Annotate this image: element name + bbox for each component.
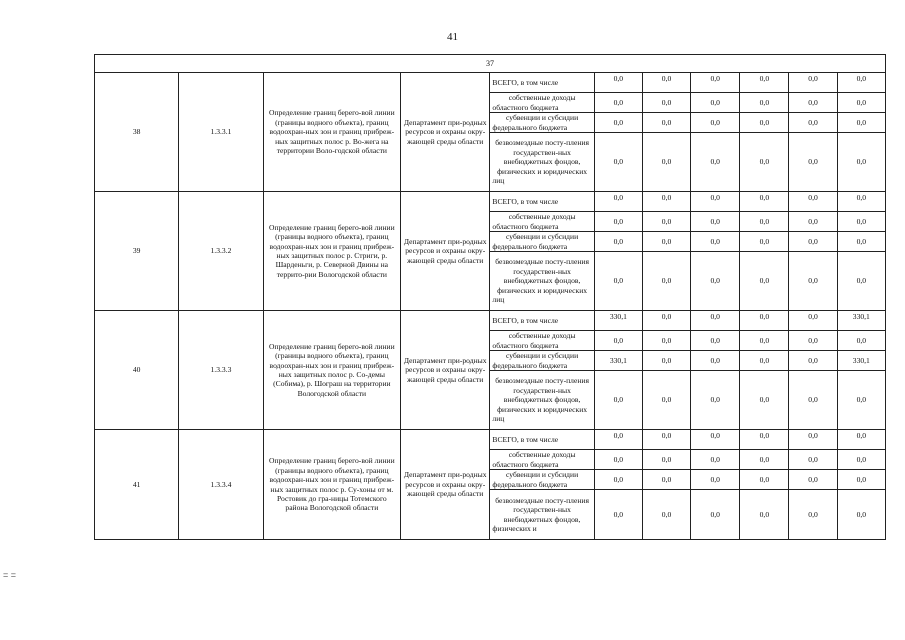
amount-cell: 0,0: [594, 430, 642, 450]
measure-name: Определение границ берего-вой линии (границы водного объекта), границ водоохран-ных зон и границ прибреж-ных защитных полос р. Су-хоны от м. Ростовик до гра-ницы Тотемского района Вологодской области: [263, 430, 401, 540]
amount-cell: 0,0: [691, 430, 740, 450]
amount-cell: 0,0: [740, 212, 789, 232]
amount-cell: 330,1: [594, 311, 642, 331]
funding-source-label: собственные доходы областного бюджета: [490, 331, 594, 351]
amount-cell: 0,0: [837, 470, 885, 490]
amount-cell: 0,0: [789, 430, 837, 450]
measure-code: 1.3.3.4: [179, 430, 263, 540]
amount-cell: 330,1: [594, 351, 642, 371]
amount-cell: 0,0: [642, 192, 690, 212]
amount-cell: 0,0: [594, 371, 642, 430]
responsible-department: Департамент при-родных ресурсов и охраны окру-жающей среды области: [401, 311, 490, 430]
continuation-row: [95, 55, 886, 73]
amount-cell: 0,0: [642, 430, 690, 450]
amount-cell: 0,0: [691, 113, 740, 133]
funding-source-label: собственные доходы областного бюджета: [490, 450, 594, 470]
amount-cell: 0,0: [594, 113, 642, 133]
amount-cell: 0,0: [740, 311, 789, 331]
funding-source-label: ВСЕГО, в том числе: [490, 192, 594, 212]
amount-cell: 0,0: [691, 133, 740, 192]
amount-cell: 0,0: [837, 331, 885, 351]
responsible-department: Департамент при-родных ресурсов и охраны окру-жающей среды области: [401, 73, 490, 192]
amount-cell: 0,0: [837, 113, 885, 133]
amount-cell: 0,0: [642, 311, 690, 331]
page-number: 41: [447, 31, 458, 43]
amount-cell: 0,0: [691, 331, 740, 351]
table-row: [95, 73, 886, 93]
row-number: 38: [95, 73, 179, 192]
row-number: 39: [95, 192, 179, 311]
funding-source-label: субвенции и субсидии федерального бюджета: [490, 351, 594, 371]
row-number: 40: [95, 311, 179, 430]
amount-cell: 0,0: [789, 311, 837, 331]
amount-cell: 0,0: [837, 371, 885, 430]
funding-source-label: собственные доходы областного бюджета: [490, 93, 594, 113]
amount-cell: 0,0: [740, 252, 789, 311]
amount-cell: 0,0: [789, 212, 837, 232]
amount-cell: 0,0: [642, 252, 690, 311]
responsible-department: Департамент при-родных ресурсов и охраны окру-жающей среды области: [401, 192, 490, 311]
amount-cell: 0,0: [642, 232, 690, 252]
amount-cell: 0,0: [789, 351, 837, 371]
funding-source-label: субвенции и субсидии федерального бюджета: [490, 113, 594, 133]
amount-cell: 0,0: [740, 490, 789, 540]
funding-source-label: безвозмездные посту-пления государствен-ных внебюджетных фондов, физических и юридических лиц: [490, 371, 594, 430]
continuation-label: 37: [95, 55, 886, 73]
funding-source-label: субвенции и субсидии федерального бюджета: [490, 232, 594, 252]
amount-cell: 0,0: [837, 73, 885, 93]
amount-cell: 0,0: [789, 113, 837, 133]
measure-name: Определение границ берего-вой линии (границы водного объекта), границ водоохран-ных зон и границ прибреж-ных защитных полос р. Стриги, р. Шарденьги, р. Северной Двины на террито-рии Вологодской области: [263, 192, 401, 311]
funding-source-label: безвозмездные посту-пления государствен-ных внебюджетных фондов, физических и: [490, 490, 594, 540]
budget-table: [94, 54, 886, 540]
measure-code: 1.3.3.3: [179, 311, 263, 430]
amount-cell: 0,0: [740, 93, 789, 113]
funding-source-label: собственные доходы областного бюджета: [490, 212, 594, 232]
responsible-department: Департамент при-родных ресурсов и охраны окру-жающей среды области: [401, 430, 490, 540]
amount-cell: 0,0: [691, 192, 740, 212]
amount-cell: 0,0: [594, 470, 642, 490]
amount-cell: 0,0: [691, 93, 740, 113]
amount-cell: 0,0: [837, 192, 885, 212]
table-row: [95, 192, 886, 212]
amount-cell: 0,0: [642, 470, 690, 490]
amount-cell: 0,0: [594, 232, 642, 252]
amount-cell: 0,0: [594, 252, 642, 311]
funding-source-label: безвозмездные посту-пления государствен-ных внебюджетных фондов, физических и юридических лиц: [490, 252, 594, 311]
amount-cell: 0,0: [594, 450, 642, 470]
margin-mark: = =: [3, 570, 17, 580]
measure-name: Определение границ берего-вой линии (границы водного объекта), границ водоохран-ных зон и границ прибреж-ных защитных полос р. Во-жега на территории Воло-годской области: [263, 73, 401, 192]
amount-cell: 0,0: [691, 351, 740, 371]
amount-cell: 0,0: [740, 470, 789, 490]
measure-name: Определение границ берего-вой линии (границы водного объекта), границ водоохран-ных зон и границ прибреж-ных защитных полос р. Со-демы (Собима), р. Шограш на территории Вологодской области: [263, 311, 401, 430]
amount-cell: 0,0: [740, 113, 789, 133]
amount-cell: 0,0: [740, 232, 789, 252]
amount-cell: 0,0: [691, 490, 740, 540]
amount-cell: 0,0: [789, 470, 837, 490]
amount-cell: 0,0: [594, 192, 642, 212]
amount-cell: 0,0: [740, 351, 789, 371]
amount-cell: 0,0: [691, 252, 740, 311]
table-row: [95, 430, 886, 450]
amount-cell: 0,0: [642, 371, 690, 430]
amount-cell: 0,0: [789, 232, 837, 252]
amount-cell: 0,0: [789, 93, 837, 113]
amount-cell: 0,0: [642, 331, 690, 351]
amount-cell: 330,1: [837, 351, 885, 371]
amount-cell: 0,0: [740, 133, 789, 192]
funding-source-label: ВСЕГО, в том числе: [490, 311, 594, 331]
amount-cell: 0,0: [837, 93, 885, 113]
amount-cell: 0,0: [837, 133, 885, 192]
row-number: 41: [95, 430, 179, 540]
amount-cell: 0,0: [837, 450, 885, 470]
amount-cell: 0,0: [837, 232, 885, 252]
amount-cell: 330,1: [837, 311, 885, 331]
amount-cell: 0,0: [789, 450, 837, 470]
amount-cell: 0,0: [691, 311, 740, 331]
amount-cell: 0,0: [691, 232, 740, 252]
amount-cell: 0,0: [691, 470, 740, 490]
amount-cell: 0,0: [594, 133, 642, 192]
amount-cell: 0,0: [740, 430, 789, 450]
amount-cell: 0,0: [642, 73, 690, 93]
amount-cell: 0,0: [642, 113, 690, 133]
amount-cell: 0,0: [642, 133, 690, 192]
amount-cell: 0,0: [837, 490, 885, 540]
amount-cell: 0,0: [789, 331, 837, 351]
amount-cell: 0,0: [740, 192, 789, 212]
amount-cell: 0,0: [642, 490, 690, 540]
amount-cell: 0,0: [789, 73, 837, 93]
amount-cell: 0,0: [740, 73, 789, 93]
amount-cell: 0,0: [594, 73, 642, 93]
amount-cell: 0,0: [642, 93, 690, 113]
amount-cell: 0,0: [691, 212, 740, 232]
funding-source-label: ВСЕГО, в том числе: [490, 73, 594, 93]
amount-cell: 0,0: [740, 371, 789, 430]
funding-source-label: безвозмездные посту-пления государствен-ных внебюджетных фондов, физических и юридических лиц: [490, 133, 594, 192]
amount-cell: 0,0: [642, 351, 690, 371]
measure-code: 1.3.3.1: [179, 73, 263, 192]
amount-cell: 0,0: [642, 212, 690, 232]
amount-cell: 0,0: [789, 192, 837, 212]
amount-cell: 0,0: [837, 212, 885, 232]
amount-cell: 0,0: [837, 430, 885, 450]
funding-source-label: субвенции и субсидии федерального бюджета: [490, 470, 594, 490]
amount-cell: 0,0: [642, 450, 690, 470]
amount-cell: 0,0: [594, 490, 642, 540]
table-row: [95, 311, 886, 331]
amount-cell: 0,0: [789, 252, 837, 311]
amount-cell: 0,0: [594, 212, 642, 232]
amount-cell: 0,0: [837, 252, 885, 311]
amount-cell: 0,0: [740, 331, 789, 351]
amount-cell: 0,0: [740, 450, 789, 470]
amount-cell: 0,0: [691, 371, 740, 430]
amount-cell: 0,0: [594, 331, 642, 351]
amount-cell: 0,0: [691, 450, 740, 470]
amount-cell: 0,0: [691, 73, 740, 93]
amount-cell: 0,0: [594, 93, 642, 113]
amount-cell: 0,0: [789, 490, 837, 540]
funding-source-label: ВСЕГО, в том числе: [490, 430, 594, 450]
amount-cell: 0,0: [789, 133, 837, 192]
measure-code: 1.3.3.2: [179, 192, 263, 311]
amount-cell: 0,0: [789, 371, 837, 430]
table-body: [95, 55, 886, 540]
